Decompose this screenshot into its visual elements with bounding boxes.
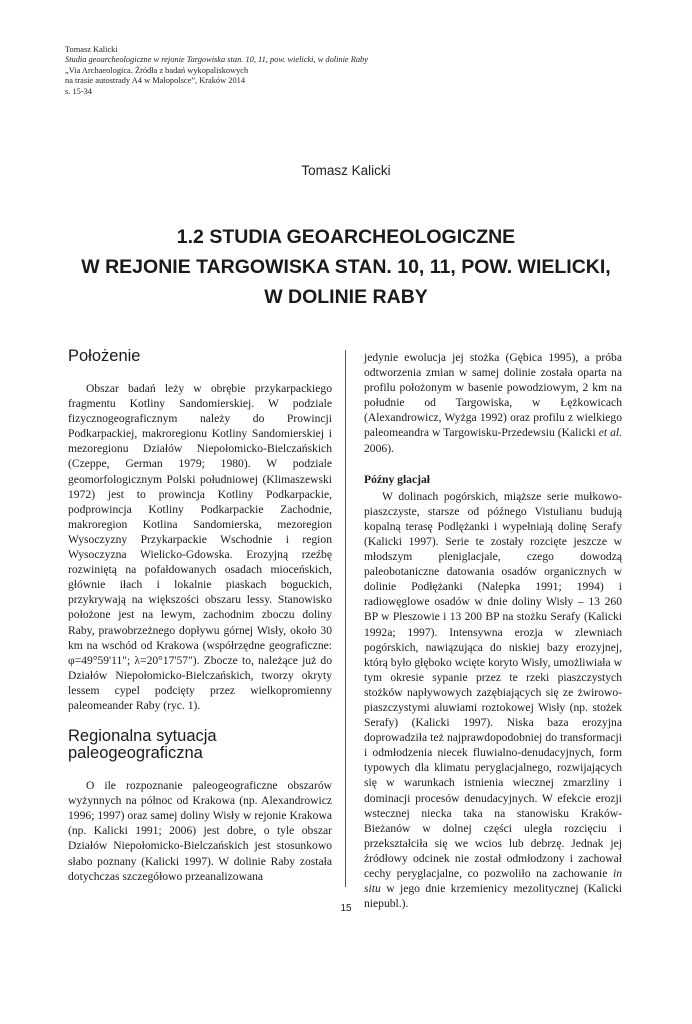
section-regional-paragraph: O ile rozpoznanie paleogeograficzne obszarów wyżynnych na północ od Krakowa (np. Alexandrowicz 1996; 1997) oraz samej doliny Wisły w rejonie Krakowa (np. Kalicki 1991; 2006) jest dobre, o tyle obszar Działów Niepołomicko-Bielczańskich jest stosunkowo słabo poznany (Kalicki 1997). W dolinie Raby została dotychczas szczegółowo przeanalizowana	[68, 779, 332, 883]
section-location-paragraph: Obszar badań leży w obrębie przykarpackiego fragmentu Kotliny Sandomierskiej. W podziale fizycznogeograficznym należy do Prowincji Podkarpackiej, makroregionu Kotliny Sandomierskiej i mezoregionu Działów Niepołomicko-Bielczańskich (Czeppe, German 1979; 1980). W podziale geomorfologicznym Polski południowej (Klimaszewski 1972) jest to prowincja Kotliny Podkarpackie, podprowincja Kotliny Podkarpackie Zachodnie, makroregion Kotlina Sandomierska, mezoregion Wysoczyzny Przykarpackie Wschodnie i region Wysoczyzna Wielicko-Gdowska. Erozyjną rzeźbę rozwiniętą na pofałdowanych osadach mioceńskich, głównie iłach i lokalnie piaskach boguckich, przykrywają na większości obszaru lessy. Stanowisko położone jest na lewym, zachodnim zboczu doliny Raby, prawobrzeżnego dopływu górnej Wisły, około 30 km na wschód od Krakowa (współrzędne geograficzne: φ=49°59'11"; λ=20°17'57"). Zbocze to, należące już do Działów Niepołomicko-Bielczańskich, tworzy okryty lessem cypel podcięty przez wielkopromienny paleomeander Raby (ryc. 1).	[68, 382, 332, 712]
heading-line-1: Regionalna sytuacja	[68, 727, 217, 746]
section-heading-regional-situation	[68, 728, 332, 762]
in-situ: in situ	[364, 867, 622, 896]
header-series-line-1: „Via Archaeologica. Źródła z badań wykopaliskowych	[65, 65, 249, 75]
et-al: et al.	[598, 426, 622, 440]
title-line-2: W REJONIE TARGOWISKA STAN. 10, 11, POW. WIELICKI,	[81, 256, 611, 278]
section-heading-location: Położenie	[68, 347, 141, 365]
heading-line-2: paleogeograficzna	[68, 744, 203, 763]
header-author: Tomasz Kalicki	[65, 45, 118, 54]
left-column	[68, 348, 332, 884]
late-glacial-text: W dolinach pogórskich, miąższe serie mułkowo-piaszczyste, starsze od późnego Vistulianu budują kopalną terasę Podlężanki i wypełniają dolinę Serafy (Kalicki 1997). Serie te zostały rozcięte jeszcze w młodszym pleniglacjale, czego dowodzą paleobotaniczne datowania osadów organicznych w dolinie Podłężanki (Nalepka 1991; 1994) i radiowęglowe osadów w dnie doliny Wisły – 13 260 BP w Pleszowie i 13 200 BP na stożku Serafy (Kalicki 1992a; 1997). Intensywna erozja w zlewniach pogórskich, nawiązująca do niskiej bazy erozyjnej, którą było głęboko wcięte koryto Wisły, umożliwiała w tym okresie sypanie przez te rzeki piaszczystych stożków napływowych zazębiających się ze żwirowo-piaszczystymi aluwiami roztokowej Wisły (np. stożek Serafy) (Kalicki 1997). Niska baza erozyjna doprowadziła też najprawdopodobniej do transformacji i odmłodzenia niecek fluwialno-denudacyjnych, form typowych dla klimatu peryglacjalnego, rozwijających się w warunkach istnienia wiecznej zmarzliny i dominacji procesów denudacyjnych. W efekcie erozji wstecznej niecka taka na stanowisku Kraków-Bieżanów w dolnej części uległa rozcięciu i przekształciła się we wcios lub debrzę. Jednak jej źródłowy odcinek nie został odmłodzony i zachował cechy peryglacjalne, co pozwoliło na zachowanie	[364, 489, 622, 880]
late-glacial-text-end: w jego dnie krzemienicy mezolitycznej (Kalicki niepubl.).	[364, 882, 622, 911]
column-divider	[345, 350, 346, 887]
continued-text: jedynie ewolucja jej stożka (Gębica 1995), a próba odtworzenia zmian w samej dolinie została oparta na profilu położonym w basenie powodziowym, 2 km na południe od Targowiska, w Łężkowicach (Alexandrowicz, Wyżga 1992) oraz profilu z wielkiego paleomeandra w Targowisku-Przedewsiu (Kalicki	[364, 351, 622, 440]
continued-text-end: 2006).	[364, 441, 394, 455]
header-series-line-2: na trasie autostrady A4 w Małopolsce”, Kraków 2014	[65, 76, 246, 86]
header-article-title: Studia geoarcheologiczne w rejonie Targowiska stan. 10, 11, pow. wielicki, w dolinie Raby	[65, 55, 368, 65]
subheading-late-glacial: Późny glacjał	[364, 472, 431, 486]
late-glacial-paragraph	[364, 489, 622, 912]
title-line-1: 1.2 STUDIA GEOARCHEOLOGICZNE	[176, 226, 516, 248]
running-header	[65, 45, 465, 97]
header-pages: s. 15-34	[65, 86, 92, 96]
title-line-3: W DOLINIE RABY	[264, 286, 428, 308]
page-number: 15	[340, 903, 352, 914]
right-column	[364, 350, 622, 911]
article-title	[40, 222, 652, 312]
continued-paragraph	[364, 350, 622, 456]
article-author: Tomasz Kalicki	[301, 163, 391, 178]
